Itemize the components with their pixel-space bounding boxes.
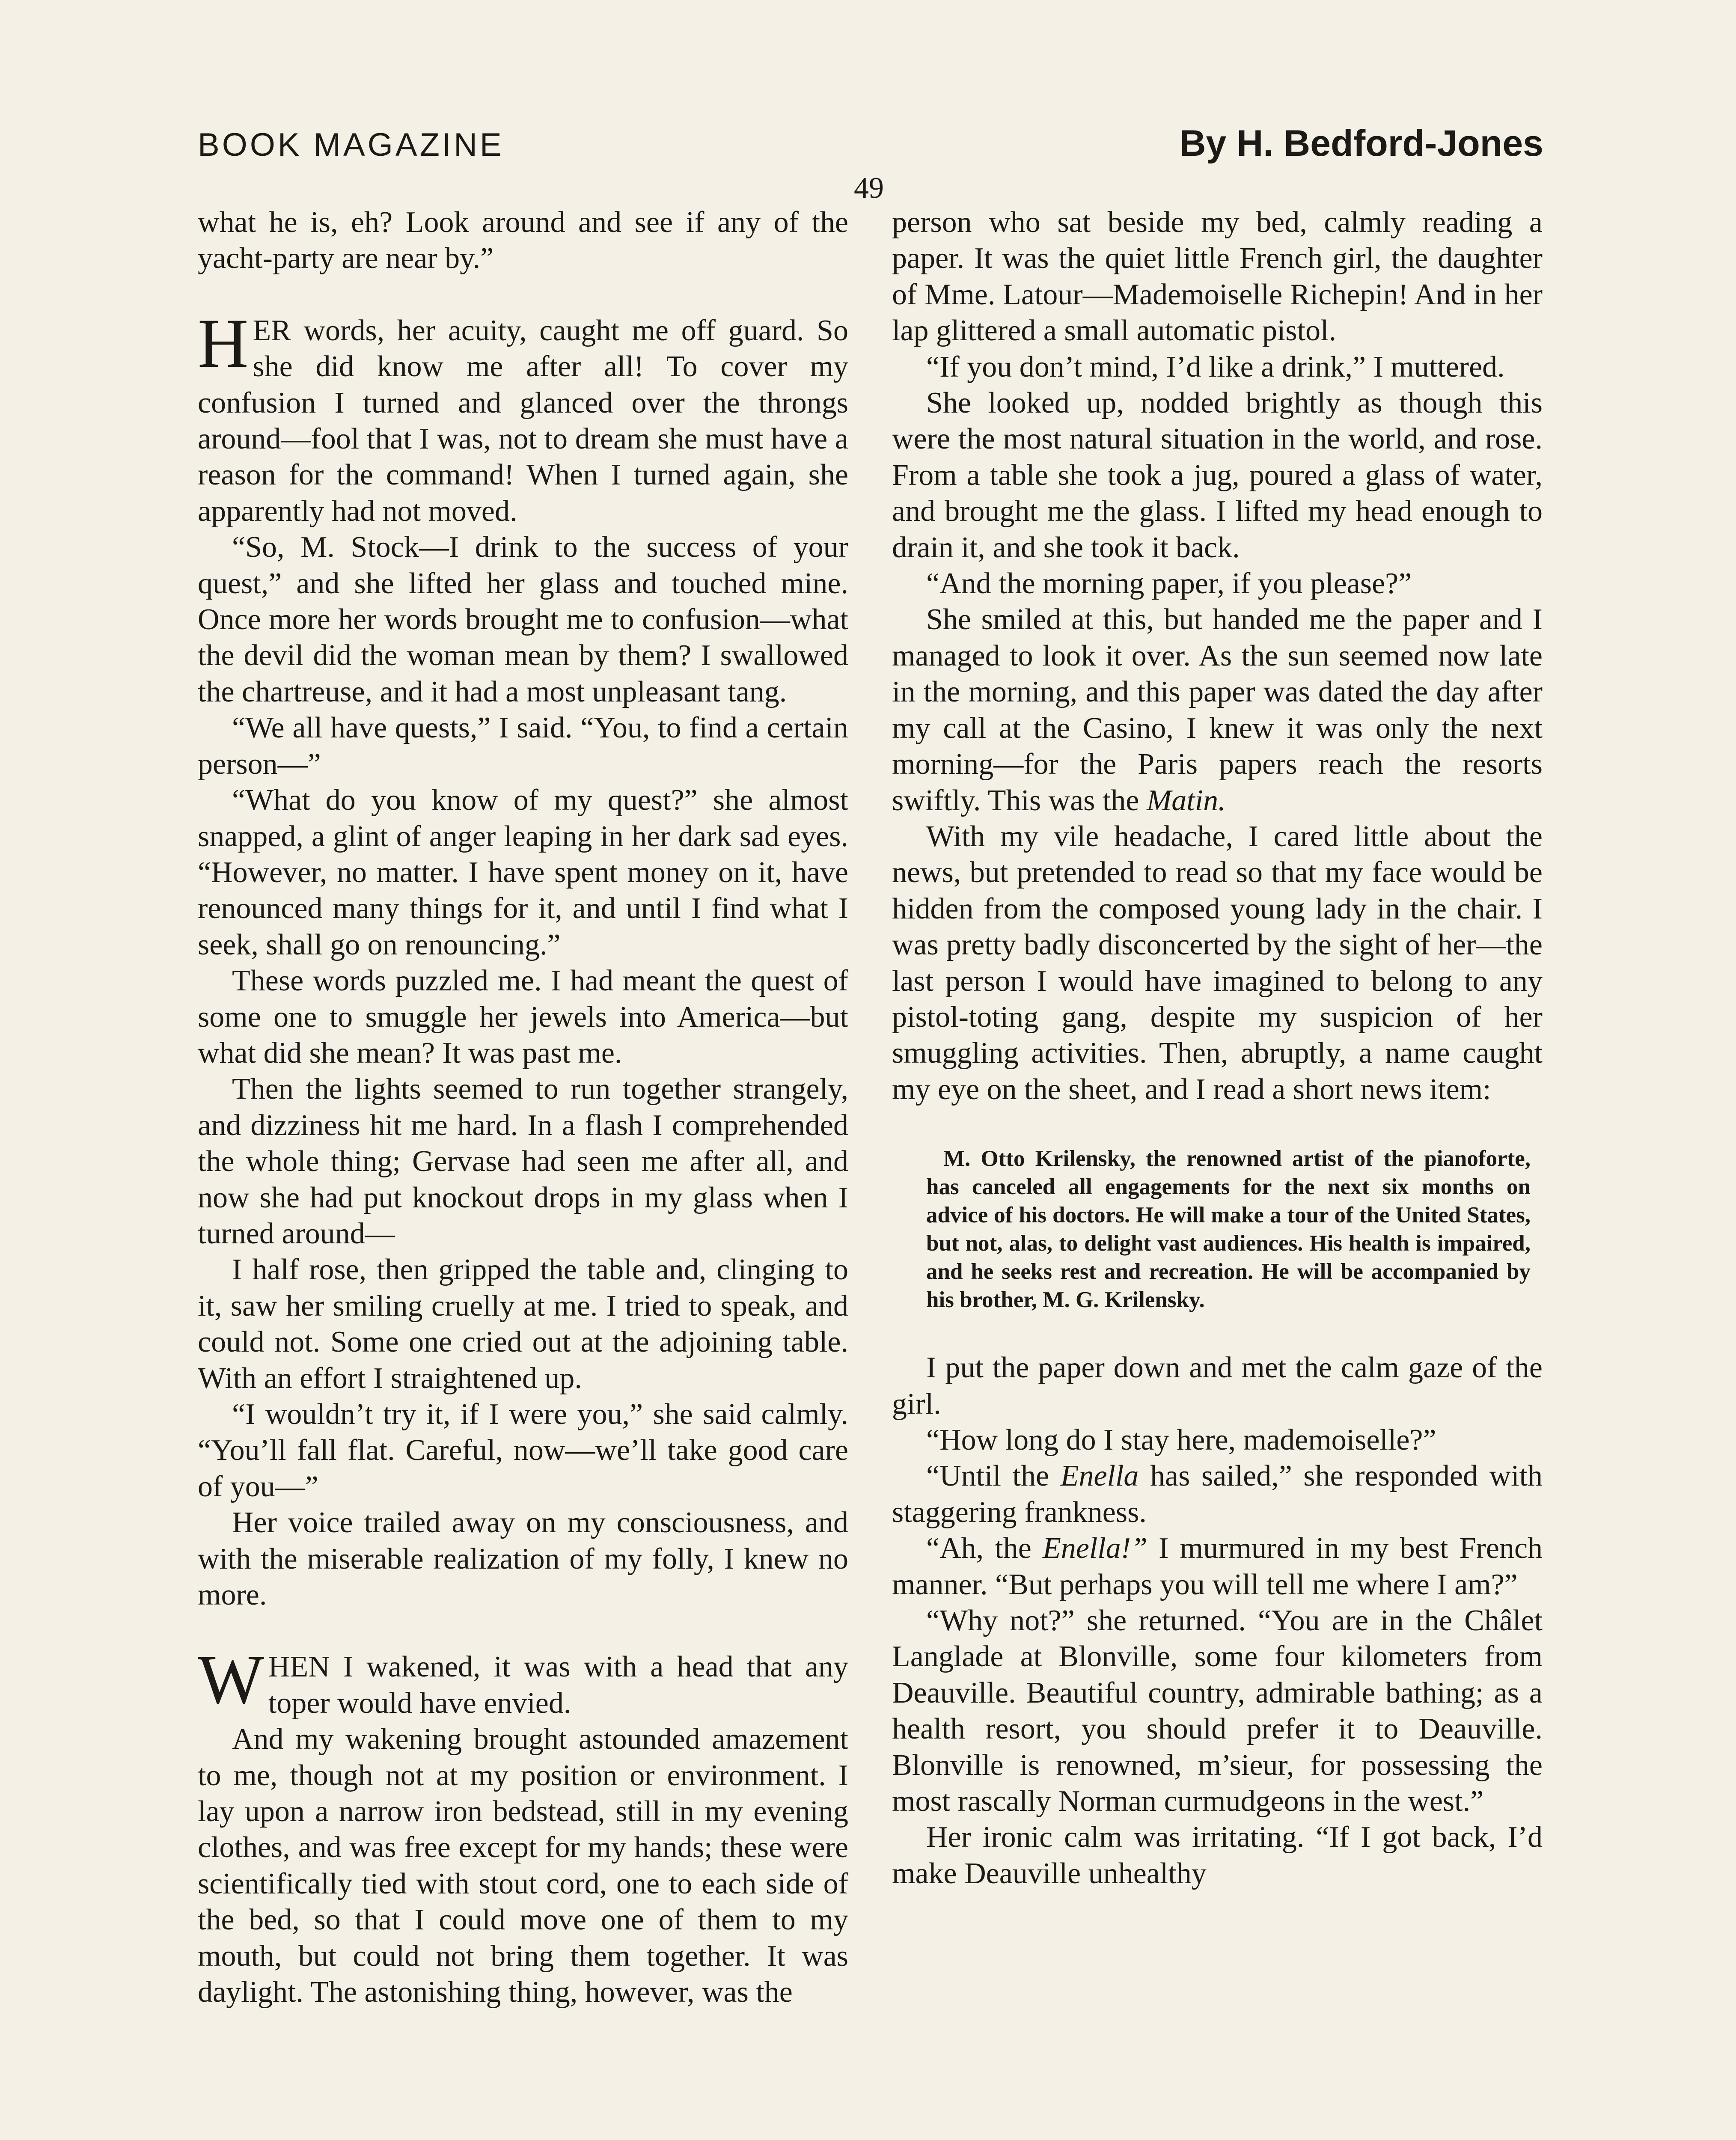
paragraph-text: has sailed,” she responded with staggering frankness.	[892, 1459, 1543, 1529]
paragraph: person who sat beside my bed, calmly reading a paper. It was the quiet little French girl, the daughter of Mme. Latour—Mademoiselle Richepin! And in her lap glittered a small automatic pistol.	[892, 206, 1543, 348]
italic-title: Matin.	[1146, 784, 1226, 817]
paragraph	[892, 1458, 1543, 1531]
page-header	[198, 122, 1543, 165]
paragraph: “I wouldn’t try it, if I were you,” she said calmly. “You’ll fall flat. Careful, now—we’ll take good care of you—”	[198, 1398, 848, 1503]
paragraph-text: I murmured in my best French manner. “But perhaps you will tell me where I am?”	[892, 1532, 1543, 1601]
paragraph: She looked up, nodded brightly as though this were the most natural situation in the world, and rose. From a table she took a jug, poured a glass of water, and brought me the glass. I lifted my head enough to drain it, and she took it back.	[892, 386, 1543, 564]
paragraph: “How long do I stay here, mademoiselle?”	[926, 1423, 1436, 1456]
magazine-name: BOOK MAGAZINE	[198, 127, 504, 163]
paragraph: These words puzzled me. I had meant the quest of some one to smuggle her jewels into America—but what did she mean? It was past me.	[198, 964, 848, 1070]
paragraph: And my wakening brought astounded amazement to me, though not at my position or environment. I lay upon a narrow iron bedstead, still in my evening clothes, and was free except for my hands; these were scientifically tied with stout cord, one to each side of the bed, so that I could move one of them to my mouth, but could not bring them together. It was daylight. The astonishing thing, however, was the	[198, 1723, 848, 2009]
paragraph: “What do you know of my quest?” she almost snapped, a glint of anger leaping in her dark sad eyes. “However, no matter. I have spent money on it, have renounced many things for it, and until I find what I seek, shall go on renouncing.”	[198, 784, 848, 961]
paragraph: Her voice trailed away on my consciousness, and with the miserable realization of my folly, I knew no more.	[198, 1506, 848, 1612]
paragraph	[198, 304, 848, 529]
news-item-text: M. Otto Krilensky, the renowned artist of the pianoforte, has canceled all engagements for the next six months on advice of his doctors. He will make a tour of the United States, but not, alas, to delight vast audiences. His health is impaired, and he seeks rest and recreation. He will be accompanied by his brother, M. G. Krilensky.	[926, 1146, 1531, 1313]
paragraph	[892, 1531, 1543, 1603]
paragraph: “We all have quests,” I said. “You, to find a certain person—”	[198, 711, 848, 781]
right-column	[892, 205, 1543, 1892]
paragraph: “If you don’t mind, I’d like a drink,” I muttered.	[926, 350, 1505, 383]
paragraph-text: HEN I wakened, it was with a head that any toper would have envied.	[268, 1650, 848, 1720]
paragraph: Then the lights seemed to run together strangely, and dizziness hit me hard. In a flash I comprehended the whole thing; Gervase had seen me after all, and now she had put knockout drops in my glass when I turned around—	[198, 1073, 848, 1250]
paragraph-text: “Until the	[926, 1459, 1049, 1493]
author-byline: By H. Bedford-Jones	[1179, 123, 1543, 164]
paragraph: what he is, eh? Look around and see if any of the yacht-party are near by.”	[198, 206, 848, 275]
drop-cap: W	[198, 1641, 264, 1719]
paragraph: “And the morning paper, if you please?”	[926, 567, 1412, 600]
paragraph: With my vile headache, I cared little about the news, but pretended to read so that my face would be hidden from the composed young lady in the chair. I was pretty badly disconcerted by the sight of her—the last person I would have imagined to belong to any pistol-toting gang, despite my suspicion of her smuggling activities. Then, abruptly, a name caught my eye on the sheet, and I read a short news item:	[892, 820, 1543, 1106]
paragraph	[892, 602, 1543, 818]
paragraph-text: She smiled at this, but handed me the paper and I managed to look it over. As the sun seemed now late in the morning, and this paper was dated the day after my call at the Casino, I knew it was only the next morning—for the Paris papers reach the resorts swiftly. This was the	[892, 603, 1543, 817]
left-column	[198, 205, 848, 2011]
paragraph: Her ironic calm was irritating. “If I got back, I’d make Deauville unhealthy	[892, 1821, 1543, 1890]
drop-cap: H	[198, 304, 249, 382]
paragraph	[198, 1641, 848, 1721]
paragraph: I put the paper down and met the calm gaze of the girl.	[892, 1351, 1543, 1421]
paragraph-text: “Ah, the	[926, 1532, 1031, 1565]
news-item-quote	[892, 1144, 1543, 1314]
paragraph: “So, M. Stock—I drink to the success of your quest,” and she lifted her glass and touched mine. Once more her words brought me to confusion—what the devil did the woman mean by them? I swallowed the chartreuse, and it had a most unpleasant tang.	[198, 531, 848, 708]
paragraph-text: ER words, her acuity, caught me off guard. So she did know me after all! To cover my confusion I turned and glanced over the throngs around—fool that I was, not to dream she must have a reason for the command! When I turned again, she apparently had not moved.	[198, 314, 848, 528]
paragraph: I half rose, then gripped the table and, clinging to it, saw her smiling cruelly at me. I tried to speak, and could not. Some one cried out at the adjoining table. With an effort I straightened up.	[198, 1253, 848, 1395]
italic-title: Enella!”	[1043, 1532, 1147, 1565]
italic-title: Enella	[1060, 1459, 1139, 1493]
paragraph: “Why not?” she returned. “You are in the Châlet Langlade at Blonville, some four kilometers from Deauville. Beautiful country, admirable bathing; as a health resort, you should prefer it to Deauville. Blonville is renowned, m’sieur, for possessing the most rascally Norman curmudgeons in the west.”	[892, 1604, 1543, 1818]
page-number: 49	[854, 172, 884, 205]
